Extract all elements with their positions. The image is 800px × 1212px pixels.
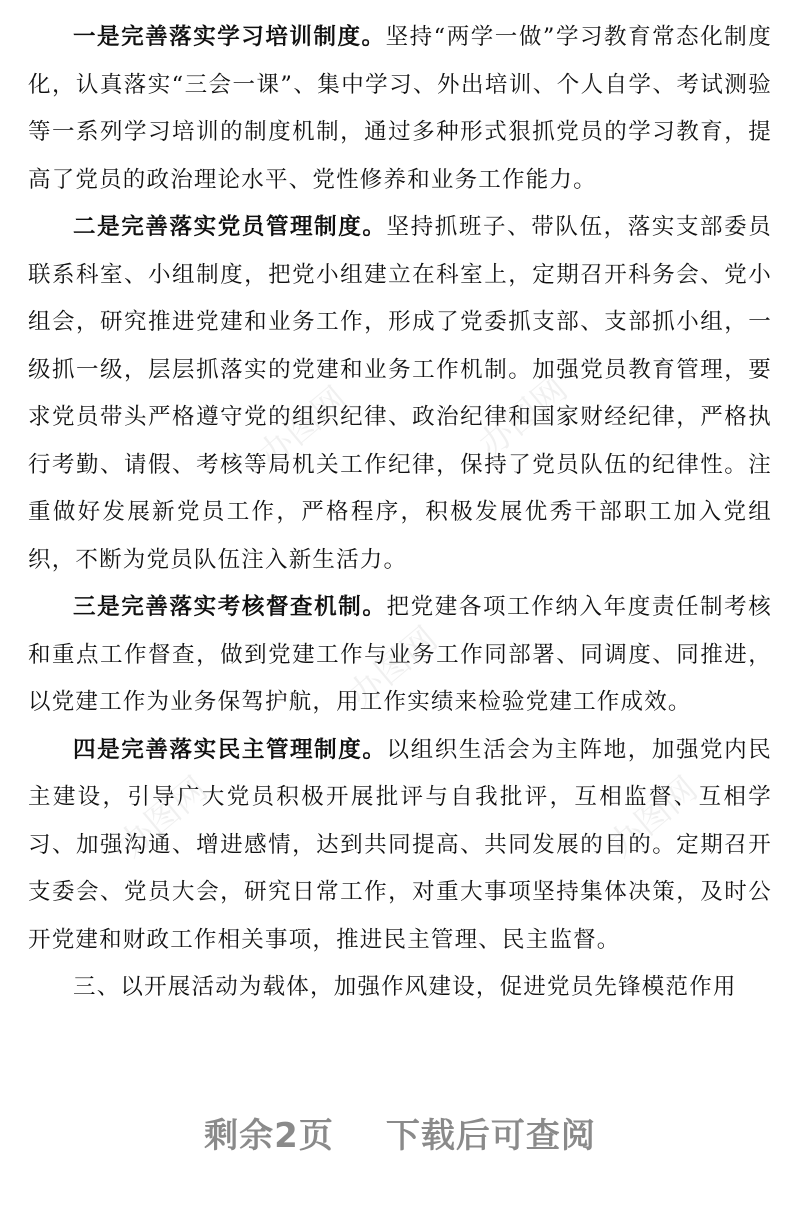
paragraph-lead: 一是完善落实学习培训制度。 <box>73 24 386 50</box>
paragraph-lead: 四是完善落实民主管理制度。 <box>73 736 387 763</box>
paragraph-text: 以组织生活会为主阵地，加强党内民主建设，引导广大党员积极开展批评与自我批评，互相监督、互相学习、加强沟通、增进感情，达到共同提高、共同发展的目的。定期召开支委会、党员大会，研究日常工作，对重大事项坚持集体决策，及时公开党建和财政工作相关事项，推进民主管理、民主监督。 <box>28 736 772 953</box>
remaining-pages-label: 剩余2页 <box>204 1116 334 1156</box>
download-to-view-label: 下载后可查阅 <box>385 1116 596 1156</box>
paragraph-assessment-supervision <box>28 584 772 727</box>
paragraph-text: 坚持抓班子、带队伍，落实支部委员联系科室、小组制度，把党小组建立在科室上，定期召开科务会、党小组会，研究推进党建和业务工作，形成了党委抓支部、支部抓小组，一级抓一级，层层抓落实的党建和业务工作机制。加强党员教育管理，要求党员带头严格遵守党的组织纪律、政治纪律和国家财经纪律，严格执行考勤、请假、考核等局机关工作纪律，保持了党员队伍的纪律性。注重做好发展新党员工作，严格程序，积极发展优秀干部职工加入党组织，不断为党员队伍注入新生活力。 <box>28 214 772 573</box>
watermark: 办图网 <box>111 769 216 866</box>
watermark: 办图网 <box>601 769 706 866</box>
watermark: 办图网 <box>471 369 576 466</box>
paragraph-lead: 三是完善落实考核督查机制。 <box>73 594 387 620</box>
paragraph-lead: 二是完善落实党员管理制度。 <box>73 214 387 240</box>
download-notice[interactable] <box>0 1108 800 1157</box>
paragraph-study-training <box>28 14 772 204</box>
watermark: 办图网 <box>341 619 446 716</box>
paragraph-text: 把党建各项工作纳入年度责任制考核和重点工作督查，做到党建工作与业务工作同部署、同调度、同推进，以党建工作为业务保驾护航，用工作实绩来检验党建工作成效。 <box>28 594 772 715</box>
section-heading: 三、以开展活动为载体，加强作风建设，促进党员先锋模范作用 <box>73 974 737 1000</box>
paragraph-text: 坚持“两学一做”学习教育常态化制度化，认真落实“三会一课”、集中学习、外出培训、个人自学、考试测验等一系列学习培训的制度机制，通过多种形式狠抓党员的学习教育，提高了党员的政治理论水平、党性修养和业务工作能力。 <box>28 24 772 193</box>
paragraph-democratic-management <box>28 727 772 965</box>
watermark: 办图网 <box>251 379 356 476</box>
paragraph-member-management <box>28 204 772 584</box>
